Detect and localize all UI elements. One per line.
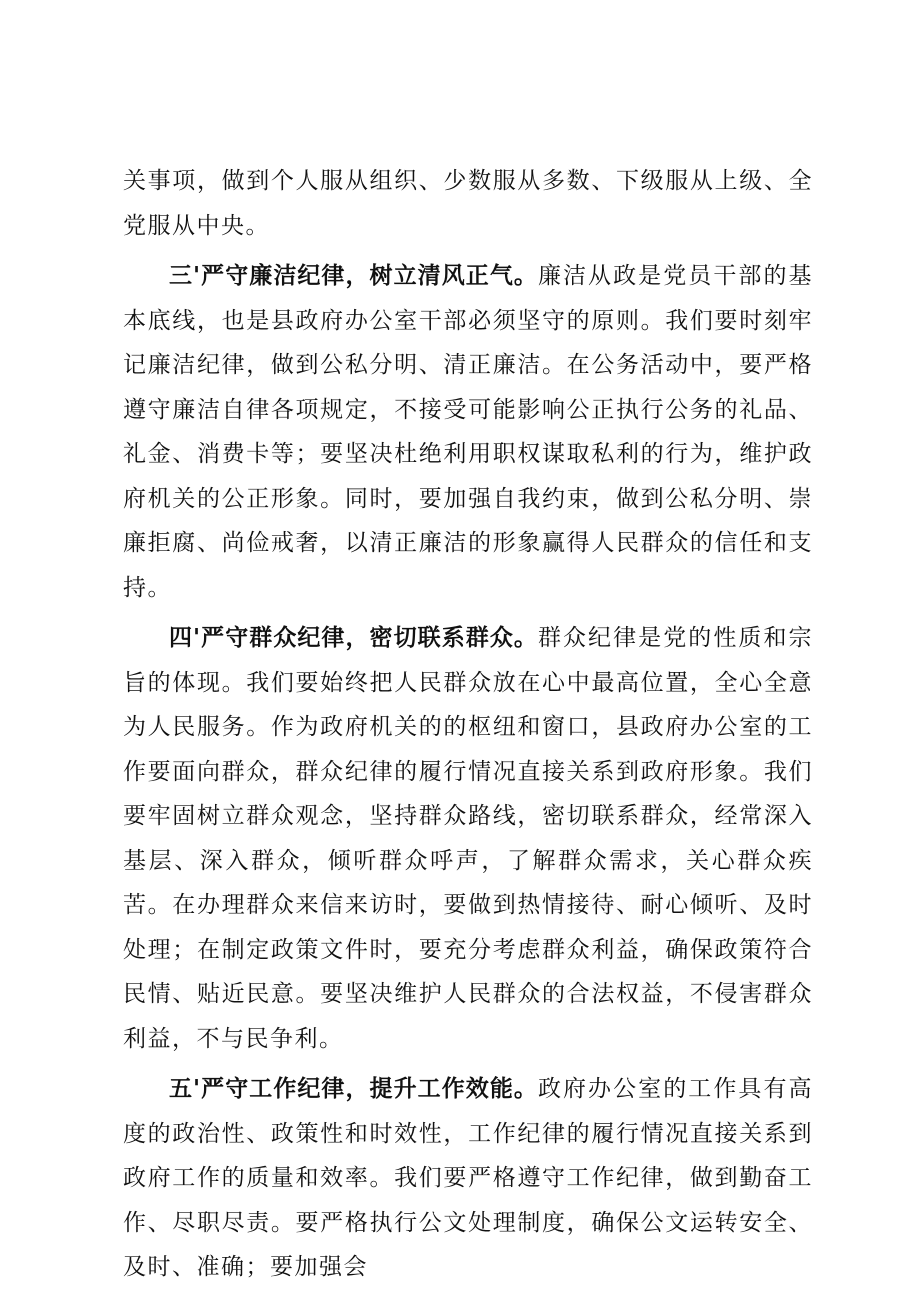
paragraph-continuation (123, 159, 813, 248)
section-heading: 四'严守群众纪律，密切联系群众。 (169, 625, 538, 651)
paragraph-body: 群众纪律是党的性质和宗旨的体现。我们要始终把人民群众放在心中最高位置，全心全意为人民服务。作为政府机关的的枢纽和窗口，县政府办公室的工作要面向群众，群众纪律的履行情况直接关系到政府形象。我们要牢固树立群众观念，坚持群众路线，密切联系群众，经常深入基层、深入群众，倾听群众呼声，了解群众需求，关心群众疾苦。在办理群众来信来访时，要做到热情接待、耐心倾听、及时处理；在制定政策文件时，要充分考虑群众利益，确保政策符合民情、贴近民意。要坚决维护人民群众的合法权益，不侵害群众利益，不与民争利。 (123, 625, 813, 1052)
paragraph-body: 廉洁从政是党员干部的基本底线，也是县政府办公室干部必须坚守的原则。我们要时刻牢记廉洁纪律，做到公私分明、清正廉洁。在公务活动中，要严格遵守廉洁自律各项规定，不接受可能影响公正执行公务的礼品、礼金、消费卡等；要坚决杜绝利用职权谋取私利的行为，维护政府机关的公正形象。同时，要加强自我约束，做到公私分明、崇廉拒腐、尚俭戒奢，以清正廉洁的形象赢得人民群众的信任和支持。 (123, 263, 813, 601)
paragraph-integrity-discipline (123, 254, 813, 610)
section-heading: 三'严守廉洁纪律，树立清风正气。 (169, 263, 538, 289)
document-body (123, 159, 813, 1296)
paragraph-mass-discipline (123, 616, 813, 1061)
paragraph-body: 关事项，做到个人服从组织、少数服从多数、下级服从上级、全党服从中央。 (123, 168, 813, 239)
paragraph-body: 政府办公室的工作具有高度的政治性、政策性和时效性，工作纪律的履行情况直接关系到政府工作的质量和效率。我们要严格遵守工作纪律，做到勤奋工作、尽职尽责。要严格执行公文处理制度，确保公文运转安全、及时、准确；要加强会 (123, 1076, 813, 1280)
paragraph-work-discipline (123, 1067, 813, 1290)
section-heading: 五'严守工作纪律，提升工作效能。 (169, 1076, 538, 1102)
